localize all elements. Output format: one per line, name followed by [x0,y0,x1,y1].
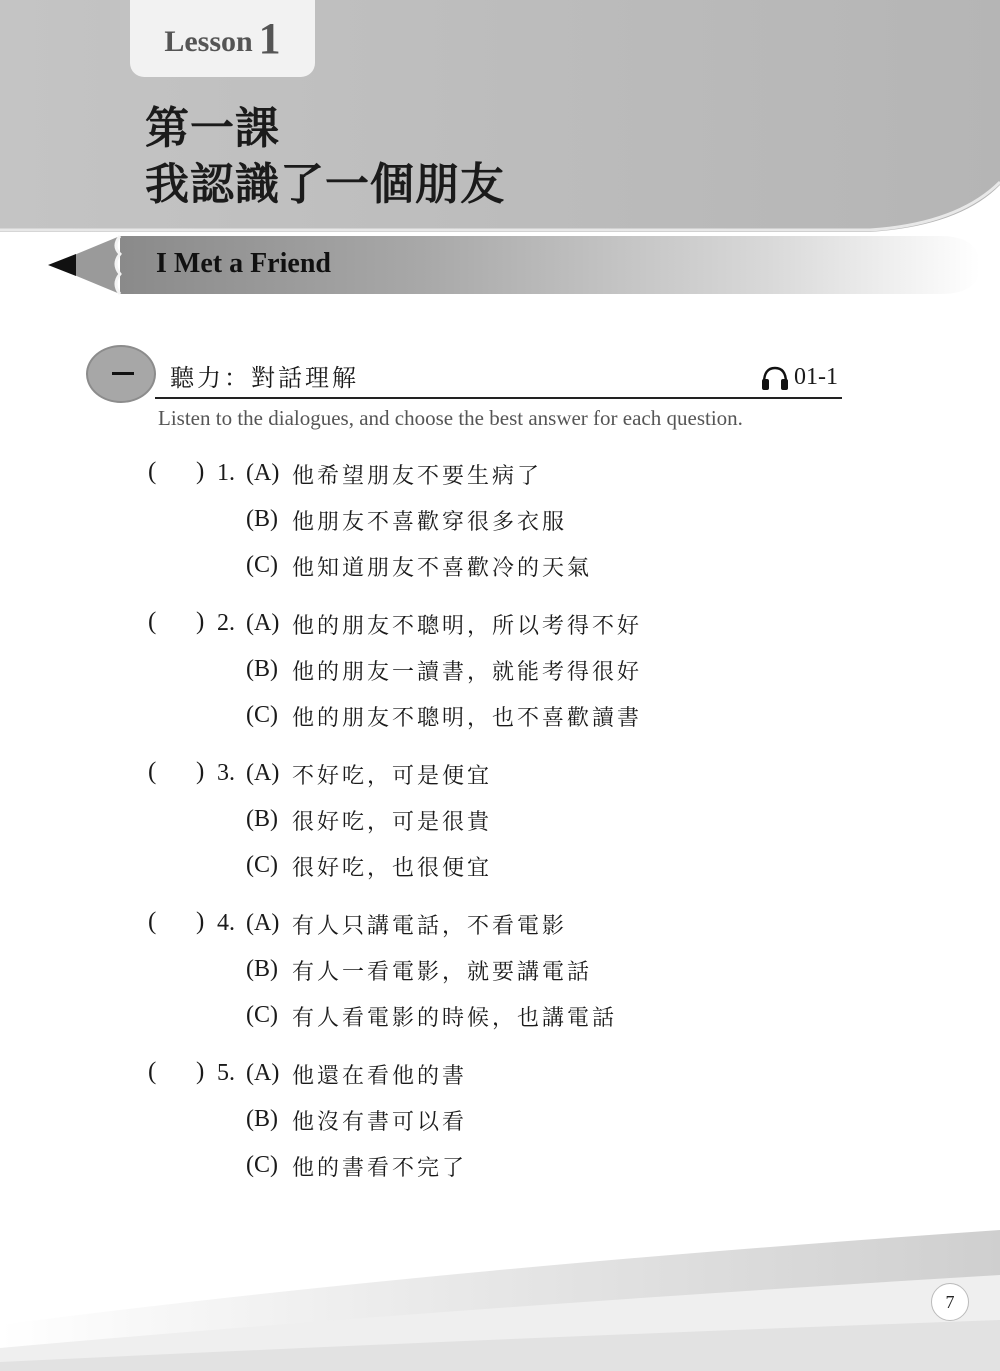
option-text: 他的書看不完了 [292,1156,468,1181]
question-1 [0,460,1000,610]
answer-paren-open[interactable]: ( [148,758,157,785]
option-letter: (B) [246,806,278,832]
option-letter: (C) [246,1002,278,1028]
lesson-label: Lesson [164,24,253,58]
question-4 [0,910,1000,1060]
answer-paren-close: ) [196,608,205,635]
option-letter: (A) [246,760,280,786]
option-c [0,1002,1000,1038]
option-letter: (C) [246,1152,278,1178]
answer-paren-close: ) [196,758,205,785]
option-text: 他希望朋友不要生病了 [292,464,543,489]
question-number: 5. [217,1060,235,1086]
answer-paren-close: ) [196,1058,205,1085]
lesson-tab [130,0,315,77]
pencil-tip-icon [48,254,76,276]
section-title: 聽力：對話理解 [170,364,359,392]
question-3 [0,760,1000,910]
option-text: 他的朋友不聰明，所以考得不好 [292,614,643,639]
option-letter: (B) [246,656,278,682]
option-text: 不好吃，可是便宜 [292,764,493,789]
english-title: I Met a Friend [156,248,331,279]
question-5 [0,1060,1000,1210]
option-text: 他朋友不喜歡穿很多衣服 [292,510,568,535]
option-b [0,956,1000,992]
audio-track [760,364,838,391]
option-letter: (C) [246,702,278,728]
option-b [0,1106,1000,1142]
option-b [0,806,1000,842]
headphones-icon [760,365,790,391]
option-a [0,1060,1000,1096]
option-letter: (A) [246,910,280,936]
option-text: 有人一看電影，就要講電話 [292,960,593,985]
footer-swoosh [0,1230,1000,1371]
option-letter: (C) [246,552,278,578]
option-a [0,910,1000,946]
option-b [0,656,1000,692]
option-letter: (C) [246,852,278,878]
option-letter: (B) [246,956,278,982]
section-divider [155,397,842,399]
question-number: 1. [217,460,235,486]
option-a [0,610,1000,646]
option-c [0,852,1000,888]
question-number: 3. [217,760,235,786]
answer-paren-open[interactable]: ( [148,908,157,935]
lesson-title-line2: 我認識了一個朋友 [145,159,505,210]
option-text: 有人看電影的時候，也講電話 [292,1006,618,1031]
option-text: 他沒有書可以看 [292,1110,468,1135]
option-c [0,552,1000,588]
option-b [0,506,1000,542]
instructions: Listen to the dialogues, and choose the best answer for each question. [158,406,743,430]
option-text: 他知道朋友不喜歡冷的天氣 [292,556,593,581]
option-c [0,702,1000,738]
option-letter: (B) [246,1106,278,1132]
question-number: 2. [217,610,235,636]
option-text: 很好吃，也很便宜 [292,856,493,881]
option-c [0,1152,1000,1188]
option-text: 有人只講電話，不看電影 [292,914,568,939]
option-letter: (B) [246,506,278,532]
answer-paren-close: ) [196,908,205,935]
lesson-title-line1: 第一課 [145,103,280,154]
track-number: 01-1 [794,364,838,390]
answer-paren-open[interactable]: ( [148,1058,157,1085]
option-a [0,460,1000,496]
page-number: 7 [931,1283,969,1321]
answer-paren-close: ) [196,458,205,485]
option-letter: (A) [246,610,280,636]
option-text: 很好吃，可是很貴 [292,810,493,835]
lesson-number: 1 [258,14,281,63]
option-text: 他還在看他的書 [292,1064,468,1089]
section-badge-numeral [112,372,134,375]
option-a [0,760,1000,796]
option-text: 他的朋友一讀書，就能考得很好 [292,660,643,685]
answer-paren-open[interactable]: ( [148,458,157,485]
question-2 [0,610,1000,760]
question-number: 4. [217,910,235,936]
answer-paren-open[interactable]: ( [148,608,157,635]
option-letter: (A) [246,1060,280,1086]
option-letter: (A) [246,460,280,486]
option-text: 他的朋友不聰明，也不喜歡讀書 [292,706,643,731]
